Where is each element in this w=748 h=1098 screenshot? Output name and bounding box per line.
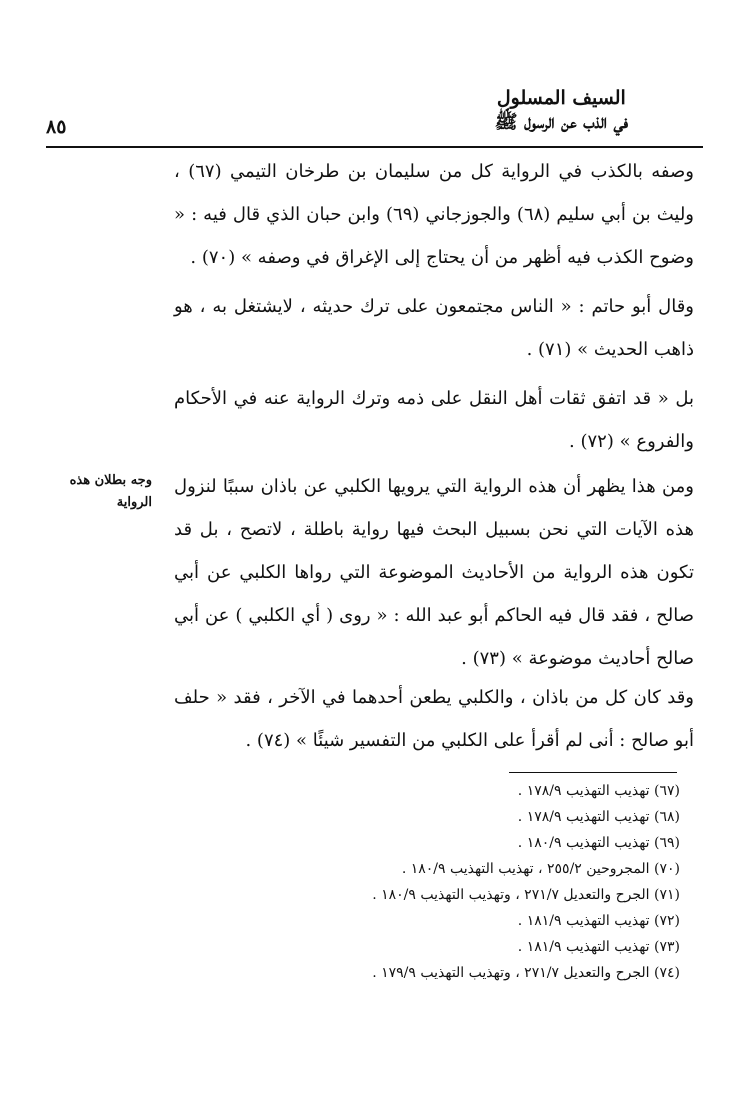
footnote-73: (٧٣) تهذيب التهذيب ١٨١/٩ . — [517, 939, 680, 955]
paragraph-2: وقال أبو حاتم : « الناس مجتمعون على ترك حديثه ، لايشتغل به ، هو ذاهب الحديث » (٧١) . — [174, 296, 694, 360]
paragraph-5: وقد كان كل من باذان ، والكلبي يطعن أحدهما في الآخر ، فقد « حلف أبو صالح : أنى لم أقرأ على الكلبي من التفسير شيئًا » (٧٤) . — [174, 687, 694, 751]
footnote-68: (٦٨) تهذيب التهذيب ١٧٨/٩ . — [517, 809, 680, 825]
footnote-70: (٧٠) المجروحين ٢٥٥/٢ ، تهذيب التهذيب ١٨٠/٩ . — [401, 861, 680, 877]
paragraph-4: ومن هذا يظهر أن هذه الرواية التي يرويها الكلبي عن باذان سببًا لنزول هذه الآيات التي نحن بسبيل البحث فيها رواية باطلة ، لاتصح ، بل قد تكون هذه الرواية من الأحاديث الموضوعة التي رواها الكلبي عن أبي صالح ، فقد قال فيه الحاكم أبو عبد الله : « روى ( أي الكلبي ) عن أبي صالح أحاديث موضوعة » (٧٣) . — [174, 476, 694, 669]
footnotes-list — [160, 778, 680, 986]
header-title-line1: السيف المسلول — [496, 87, 626, 109]
running-header — [495, 86, 628, 134]
header-title-line2: في الذب عن الرسول ﷺ — [494, 111, 628, 133]
footnote-divider — [509, 772, 677, 773]
footnote-71: (٧١) الجرح والتعديل ٢٧١/٧ ، وتهذيب التهذيب ١٨٠/٩ . — [372, 887, 680, 903]
footnote-69: (٦٩) تهذيب التهذيب ١٨٠/٩ . — [517, 835, 680, 851]
paragraph-1: وصفه بالكذب في الرواية كل من سليمان بن طرخان التيمي (٦٧) ، وليث بن أبي سليم (٦٨) والجوزجاني (٦٩) وابن حبان الذي قال فيه : « وضوح الكذب فيه أظهر من أن يحتاج إلى الإغراق في وصفه » (٧٠) . — [174, 161, 694, 268]
paragraph-3: بل « قد اتفق ثقات أهل النقل على ذمه وترك الرواية عنه في الأحكام والفروع » (٧٢) . — [174, 388, 694, 452]
margin-note: وجه بطلان هذه الرواية — [69, 473, 152, 510]
page-number: ٨٥ — [46, 116, 67, 138]
footnote-67: (٦٧) تهذيب التهذيب ١٧٨/٩ . — [517, 783, 680, 799]
footnote-74: (٧٤) الجرح والتعديل ٢٧١/٧ ، وتهذيب التهذيب ١٧٩/٩ . — [372, 965, 680, 981]
footnote-72: (٧٢) تهذيب التهذيب ١٨١/٩ . — [517, 913, 680, 929]
header-divider — [46, 146, 703, 148]
